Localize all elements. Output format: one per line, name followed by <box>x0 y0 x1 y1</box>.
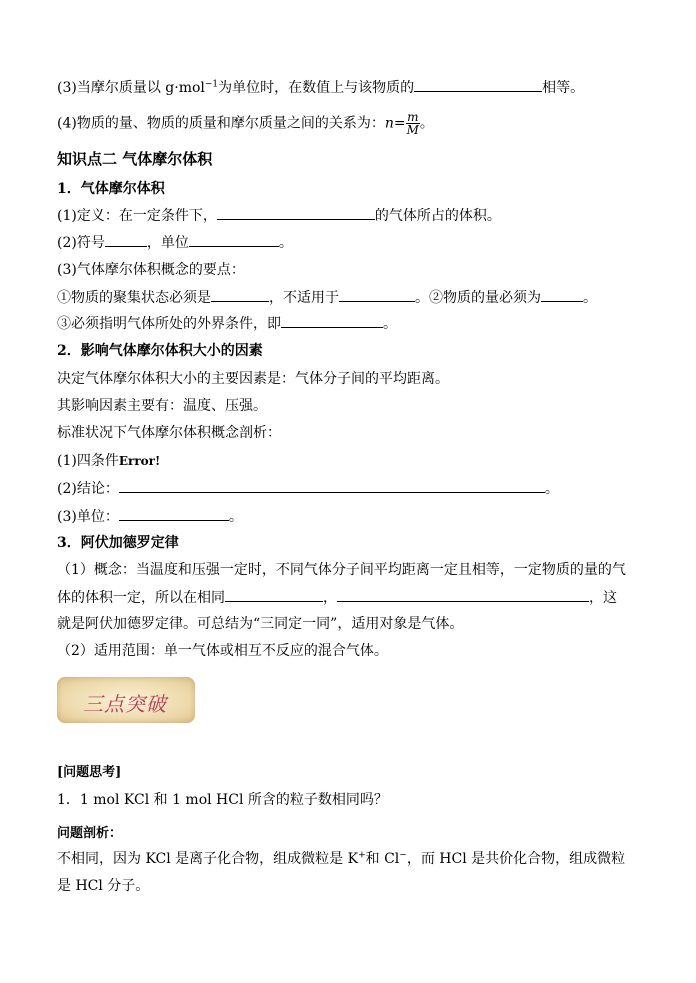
text: 。 <box>228 509 243 525</box>
fill-blank[interactable] <box>119 506 229 521</box>
variable-n: n <box>384 115 394 132</box>
subsection-title-3: 3．阿伏加德罗定律 <box>57 535 179 551</box>
text: ， <box>323 590 337 606</box>
line-point-3 <box>57 313 397 334</box>
text: (4)物质的量、物质的质量和摩尔质量之间的关系为： <box>57 115 385 132</box>
text: (2)结论： <box>57 481 119 497</box>
error-text: Error! <box>118 454 161 468</box>
line-factor-influence: 其影响因素主要有：温度、压强。 <box>57 398 267 414</box>
superscript: −1 <box>204 79 219 90</box>
text: 为单位时，在数值上与该物质的 <box>218 80 415 96</box>
line-avogadro-3: 就是阿伏加德罗定律。可总结为“三同定一同”，适用对象是气体。 <box>57 616 464 632</box>
fraction-denominator: M <box>406 123 419 137</box>
line-standard-analysis: 标准状况下气体摩尔体积概念剖析： <box>57 425 281 441</box>
answer-line-2: 是 HCl 分子。 <box>57 878 150 894</box>
text: 体的体积一定，所以在相同 <box>57 590 225 606</box>
superscript: − <box>399 850 407 861</box>
fill-blank[interactable] <box>189 232 279 247</box>
question-heading: [问题思考] <box>57 765 122 780</box>
fill-blank[interactable] <box>225 587 323 602</box>
text: (2)符号 <box>57 235 105 251</box>
text: 。 <box>383 316 397 332</box>
section-banner <box>57 677 195 723</box>
subsection-title-2: 2．影响气体摩尔体积大小的因素 <box>57 343 263 359</box>
text: ，不适用于 <box>269 290 339 306</box>
analysis-heading: 问题剖析： <box>57 826 123 841</box>
section-title-kp2: 知识点二 气体摩尔体积 <box>57 150 213 168</box>
text: 。 <box>278 235 293 251</box>
line-definition <box>57 205 501 226</box>
line-avogadro-1: （1）概念：当温度和压强一定时，不同气体分子间平均距离一定且相等，一定物质的量的气 <box>57 562 626 578</box>
text: ，而 HCl 是共价化合物，组成微粒 <box>406 851 626 867</box>
text: ，单位 <box>146 235 189 251</box>
text: ①物质的聚集状态必须是 <box>57 290 211 306</box>
line-molar-mass-units <box>57 77 584 98</box>
subsection-title-1: 1．气体摩尔体积 <box>57 181 165 197</box>
superscript: + <box>358 850 366 861</box>
fill-blank[interactable] <box>281 313 383 328</box>
fill-blank[interactable] <box>414 77 542 92</box>
line-key-points: (3)气体摩尔体积概念的要点： <box>57 262 245 278</box>
line-avogadro-scope: （2）适用范围：单一气体或相互不反应的混合气体。 <box>57 643 388 659</box>
text: ③必须指明气体所处的外界条件，即 <box>57 316 281 332</box>
line-points-1-2 <box>57 287 597 308</box>
text: 的气体所占的体积。 <box>374 208 501 224</box>
text: 相等。 <box>542 80 585 96</box>
text: ，这 <box>589 590 617 606</box>
text: 。 <box>583 290 597 306</box>
fill-blank[interactable] <box>337 587 589 602</box>
fill-blank[interactable] <box>541 287 583 302</box>
banner-label: 三点突破 <box>83 692 167 716</box>
fill-blank[interactable] <box>339 287 415 302</box>
fraction-numerator: m <box>407 110 419 124</box>
line-relation-formula <box>57 111 434 136</box>
text: 。②物质的量必须为 <box>415 290 541 306</box>
text: 。 <box>544 481 559 497</box>
line-avogadro-2 <box>57 587 617 608</box>
fill-blank[interactable] <box>119 478 545 493</box>
text: (1)定义：在一定条件下， <box>57 208 217 224</box>
line-conclusion <box>57 478 559 499</box>
text: (3)当摩尔质量以 g·mol <box>57 80 205 96</box>
line-symbol-unit <box>57 232 293 253</box>
fill-blank[interactable] <box>217 205 375 220</box>
fraction-m-over-M <box>406 111 420 136</box>
question-1: 1．1 mol KCl 和 1 mol HCl 所含的粒子数相同吗？ <box>57 792 388 808</box>
text: (1)四条件 <box>57 453 119 469</box>
line-factor-main: 决定气体摩尔体积大小的主要因素是：气体分子间的平均距离。 <box>57 371 449 387</box>
fill-blank[interactable] <box>105 232 147 247</box>
text: 和 Cl <box>365 851 400 867</box>
line-unit <box>57 506 243 527</box>
equals-sign: = <box>393 115 406 132</box>
line-four-conditions <box>57 451 160 471</box>
answer-line-1 <box>57 849 625 869</box>
fill-blank[interactable] <box>211 287 269 302</box>
text: (3)单位： <box>57 509 119 525</box>
text: 。 <box>419 115 434 132</box>
text: 不相同，因为 KCl 是离子化合物，组成微粒是 K <box>57 851 359 867</box>
